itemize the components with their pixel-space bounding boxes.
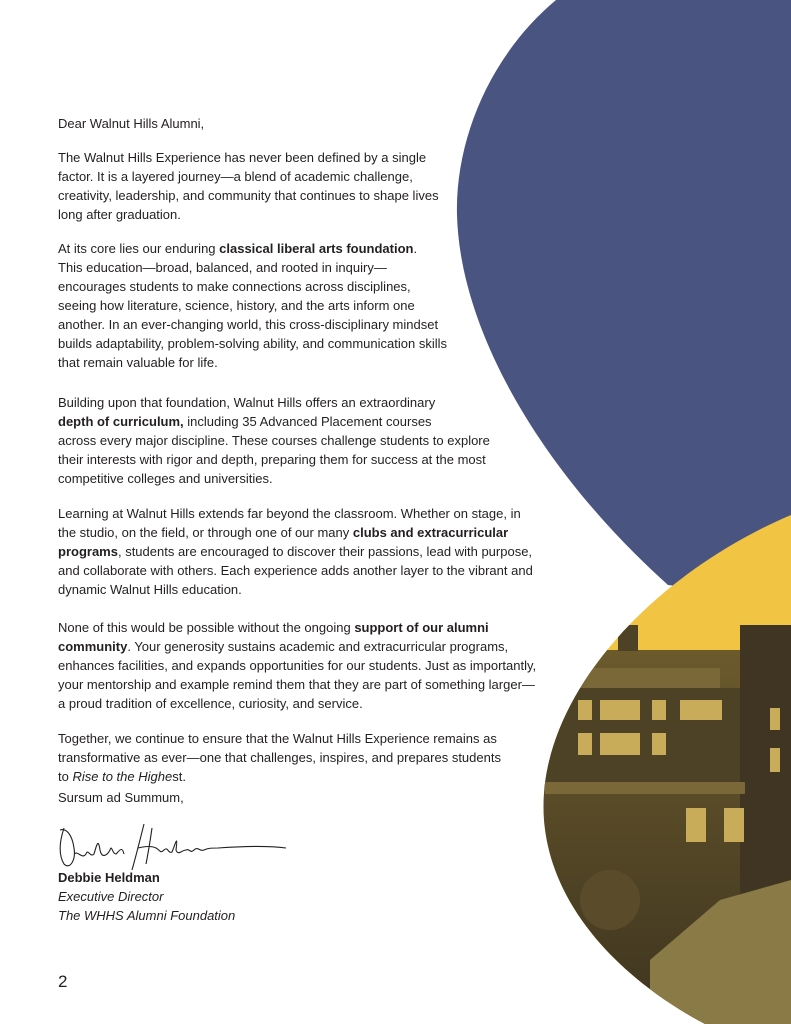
text-line — [58, 315, 447, 334]
text-segment: None of this would be possible without the ongoing — [58, 620, 355, 635]
text-segment: the studio, on the field, or through one of our many — [58, 525, 353, 540]
text-segment: At its core lies our enduring — [58, 241, 220, 256]
text-line — [58, 523, 533, 542]
italic-text: Executive Director — [58, 889, 164, 904]
italic-text: Rise to the Highe — [72, 769, 173, 784]
text-line — [58, 637, 536, 656]
paragraph-experience — [58, 148, 439, 224]
text-line — [58, 580, 533, 599]
signoff-block — [58, 868, 235, 925]
text-segment: . Your generosity sustains academic and extracurricular programs, — [127, 639, 509, 654]
text-line — [58, 148, 439, 167]
text-segment: seeing how literature, science, history, and the arts inform one — [58, 298, 415, 313]
text-line — [58, 393, 490, 412]
paragraph-closing — [58, 729, 501, 786]
text-segment: builds adaptability, problem-solving ability, and communication skills — [58, 336, 447, 351]
text-segment: This education—broad, balanced, and rooted in inquiry— — [58, 260, 387, 275]
text-line — [58, 618, 536, 637]
paragraph-extracurricular — [58, 504, 533, 599]
text-segment: a proud tradition of excellence, curiosity, and service. — [58, 696, 363, 711]
bold-text: Debbie Heldman — [58, 870, 160, 885]
text-segment: The Walnut Hills Experience has never been defined by a single — [58, 150, 427, 165]
salutation — [58, 114, 204, 133]
page-number: 2 — [58, 972, 68, 991]
text-line — [58, 748, 501, 767]
text-segment: competitive colleges and universities. — [58, 471, 273, 486]
text-line — [58, 353, 447, 372]
text-line — [58, 694, 536, 713]
text-line — [58, 469, 490, 488]
paragraph-curriculum — [58, 393, 490, 488]
text-line — [58, 296, 447, 315]
text-segment: Together, we continue to ensure that the Walnut Hills Experience remains as — [58, 731, 497, 746]
text-segment: , students are encouraged to discover their passions, lead with purpose, — [117, 544, 533, 559]
text-line — [58, 239, 447, 258]
paragraph-alumni-support — [58, 618, 536, 713]
text-segment: . — [413, 241, 418, 256]
text-line — [58, 334, 447, 353]
text-segment: your mentorship and example remind them that they are part of something larger— — [58, 677, 535, 692]
text-line — [58, 656, 536, 675]
text-line — [58, 412, 490, 431]
text-segment: including 35 Advanced Placement courses — [183, 414, 432, 429]
text-line — [58, 729, 501, 748]
text-line — [58, 887, 235, 906]
text-line — [58, 167, 439, 186]
paragraph-liberal-arts — [58, 239, 447, 372]
text-segment: Sursum ad Summum, — [58, 790, 184, 805]
bold-text: clubs and extracurricular — [352, 525, 509, 540]
text-line — [58, 675, 536, 694]
text-line — [58, 186, 439, 205]
text-segment: another. In an ever-changing world, this cross-disciplinary mindset — [58, 317, 439, 332]
text-segment: Learning at Walnut Hills extends far beyond the classroom. Whether on stage, in — [58, 506, 521, 521]
text-segment: across every major discipline. These courses challenge students to explore — [58, 433, 490, 448]
bold-text: programs — [58, 544, 118, 559]
text-line — [58, 504, 533, 523]
text-segment: encourages students to make connections across disciplines, — [58, 279, 411, 294]
campus-building-photo — [540, 510, 791, 1024]
text-segment: and collaborate with others. Each experience adds another layer to the vibrant and — [58, 563, 533, 578]
text-line — [58, 205, 439, 224]
text-line — [58, 767, 501, 786]
text-line — [58, 114, 204, 133]
text-segment: that remain valuable for life. — [58, 355, 218, 370]
text-segment: transformative as ever—one that challenges, inspires, and prepares students — [58, 750, 501, 765]
text-segment: creativity, leadership, and community that continues to shape lives — [58, 188, 439, 203]
text-line — [58, 868, 235, 887]
bold-text: community — [58, 639, 128, 654]
text-line — [58, 431, 490, 450]
text-segment: Dear Walnut Hills Alumni, — [58, 116, 205, 131]
text-line — [58, 906, 235, 925]
text-segment: dynamic Walnut Hills education. — [58, 582, 242, 597]
text-segment: factor. It is a layered journey—a blend of academic challenge, — [58, 169, 413, 184]
text-segment: their interests with rigor and depth, preparing them for success at the most — [58, 452, 486, 467]
italic-text: The WHHS Alumni Foundation — [58, 908, 236, 923]
text-line — [58, 542, 533, 561]
bold-text: classical liberal arts foundation — [219, 241, 414, 256]
text-segment: long after graduation. — [58, 207, 181, 222]
text-segment: st. — [172, 769, 186, 784]
text-line — [58, 788, 184, 807]
text-line — [58, 561, 533, 580]
text-segment: Building upon that foundation, Walnut Hills offers an extraordinary — [58, 395, 436, 410]
bold-text: depth of curriculum, — [58, 414, 184, 429]
text-line — [58, 258, 447, 277]
text-segment: enhances facilities, and expands opportunities for our students. Just as importantly, — [58, 658, 537, 673]
text-line — [58, 450, 490, 469]
text-segment: to — [58, 769, 73, 784]
signature-image — [56, 820, 296, 872]
closing-salutation — [58, 788, 184, 807]
text-line — [58, 277, 447, 296]
bold-text: support of our alumni — [354, 620, 489, 635]
